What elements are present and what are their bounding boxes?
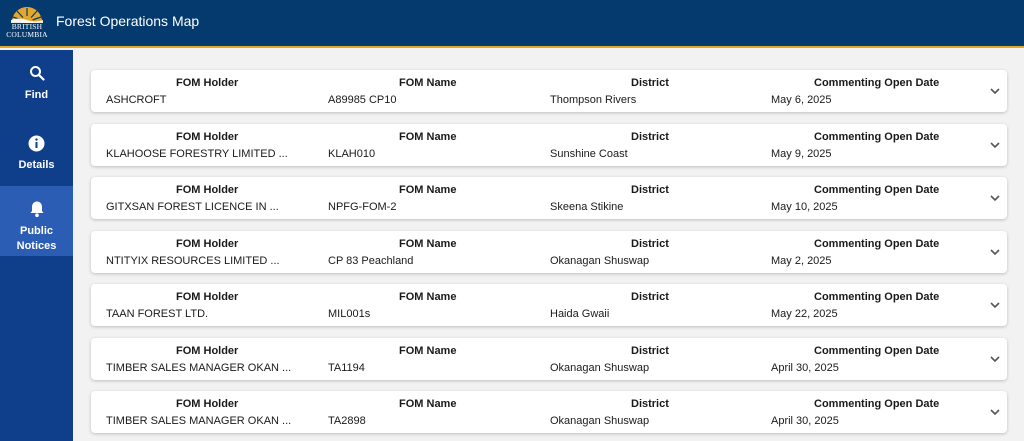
column-header: District [631,130,669,143]
notice-district: Okanagan Shuswap [550,361,650,374]
chevron-down-icon[interactable] [989,86,1001,96]
column-header: District [631,237,669,250]
column-header: District [631,398,669,410]
column-header: District [631,184,669,196]
column-header: District [631,291,669,303]
column-header: Commenting Open Date [814,291,940,303]
notice-card[interactable] [91,231,1007,273]
column-header: FOM Holder [176,398,239,410]
chevron-down-icon[interactable] [989,300,1001,310]
notice-holder: NTITYIX RESOURCES LIMITED ... [106,254,280,267]
notice-date: May 6, 2025 [771,94,832,106]
column-header: FOM Holder [176,237,239,250]
notice-name: CP 83 Peachland [328,254,414,267]
notice-date: May 9, 2025 [771,147,832,160]
notice-district: Okanagan Shuswap [550,415,650,427]
column-header: FOM Name [399,184,457,196]
notice-card[interactable] [91,391,1007,433]
notice-district: Skeena Stikine [550,201,624,213]
notice-card[interactable] [91,338,1007,380]
notice-date: April 30, 2025 [771,415,839,427]
column-header: FOM Holder [176,77,239,89]
sidebar [0,50,73,441]
notice-holder: KLAHOOSE FORESTRY LIMITED ... [106,147,288,160]
chevron-down-icon[interactable] [989,140,1001,150]
notice-card[interactable] [91,177,1007,219]
notice-district: Okanagan Shuswap [550,254,650,267]
chevron-down-icon[interactable] [989,407,1001,417]
notice-district: Thompson Rivers [550,94,637,106]
notice-date: May 2, 2025 [771,254,832,267]
column-header: FOM Name [399,291,457,303]
notice-date: April 30, 2025 [771,361,839,374]
info-icon [28,134,45,152]
column-header: Commenting Open Date [814,77,940,89]
sun-icon [10,7,44,23]
notice-date: May 10, 2025 [771,201,838,213]
notice-name: A89985 CP10 [328,94,397,106]
logo-text-line2: COLUMBIA [6,30,48,39]
notice-district: Sunshine Coast [550,147,628,160]
notice-card[interactable] [91,70,1007,112]
column-header: Commenting Open Date [814,237,940,250]
notice-name: KLAH010 [328,147,376,160]
column-header: FOM Name [399,77,457,89]
search-icon [29,64,45,82]
sidebar-item-find[interactable] [0,50,73,118]
notice-holder: TAAN FOREST LTD. [106,308,209,320]
column-header: District [631,77,669,89]
column-header: FOM Holder [176,291,239,303]
logo-text-line1: BRITISH [11,22,43,31]
column-header: FOM Name [399,398,457,410]
notice-card[interactable] [91,284,1007,326]
column-header: District [631,344,669,357]
chevron-down-icon[interactable] [989,193,1001,203]
chevron-down-icon[interactable] [989,354,1001,364]
column-header: Commenting Open Date [814,344,940,357]
column-header: Commenting Open Date [814,130,940,143]
column-header: Commenting Open Date [814,184,940,196]
column-header: FOM Holder [176,344,239,357]
notice-holder: TIMBER SALES MANAGER OKAN ... [106,415,292,427]
notice-name: TA2898 [328,415,366,427]
notice-name: TA1194 [328,361,365,374]
column-header: FOM Name [399,344,457,357]
notice-holder: GITXSAN FOREST LICENCE IN ... [106,201,279,213]
column-header: FOM Name [399,130,457,143]
sidebar-item-label: Find [24,89,49,101]
bc-logo[interactable] [4,0,50,46]
sidebar-item-public-notices[interactable] [0,186,73,256]
notice-holder: TIMBER SALES MANAGER OKAN ... [106,361,292,374]
app-header [0,0,1024,48]
notice-name: MIL001s [328,308,371,320]
notice-district: Haida Gwaii [550,308,610,320]
sidebar-item-label: Notices [16,240,57,252]
public-notice-list [91,70,1007,441]
bell-icon [29,200,45,218]
sidebar-item-details[interactable] [0,118,73,186]
notice-date: May 22, 2025 [771,308,838,320]
notice-holder: ASHCROFT [106,94,167,106]
sidebar-item-label: Public [19,225,53,237]
app-title: Forest Operations Map [56,13,200,29]
column-header: FOM Holder [176,184,239,196]
chevron-down-icon[interactable] [989,247,1001,257]
column-header: Commenting Open Date [814,398,940,410]
column-header: FOM Name [399,237,457,250]
sidebar-item-label: Details [18,159,55,171]
notice-card[interactable] [91,124,1007,166]
column-header: FOM Holder [176,130,239,143]
notice-name: NPFG-FOM-2 [328,201,397,213]
